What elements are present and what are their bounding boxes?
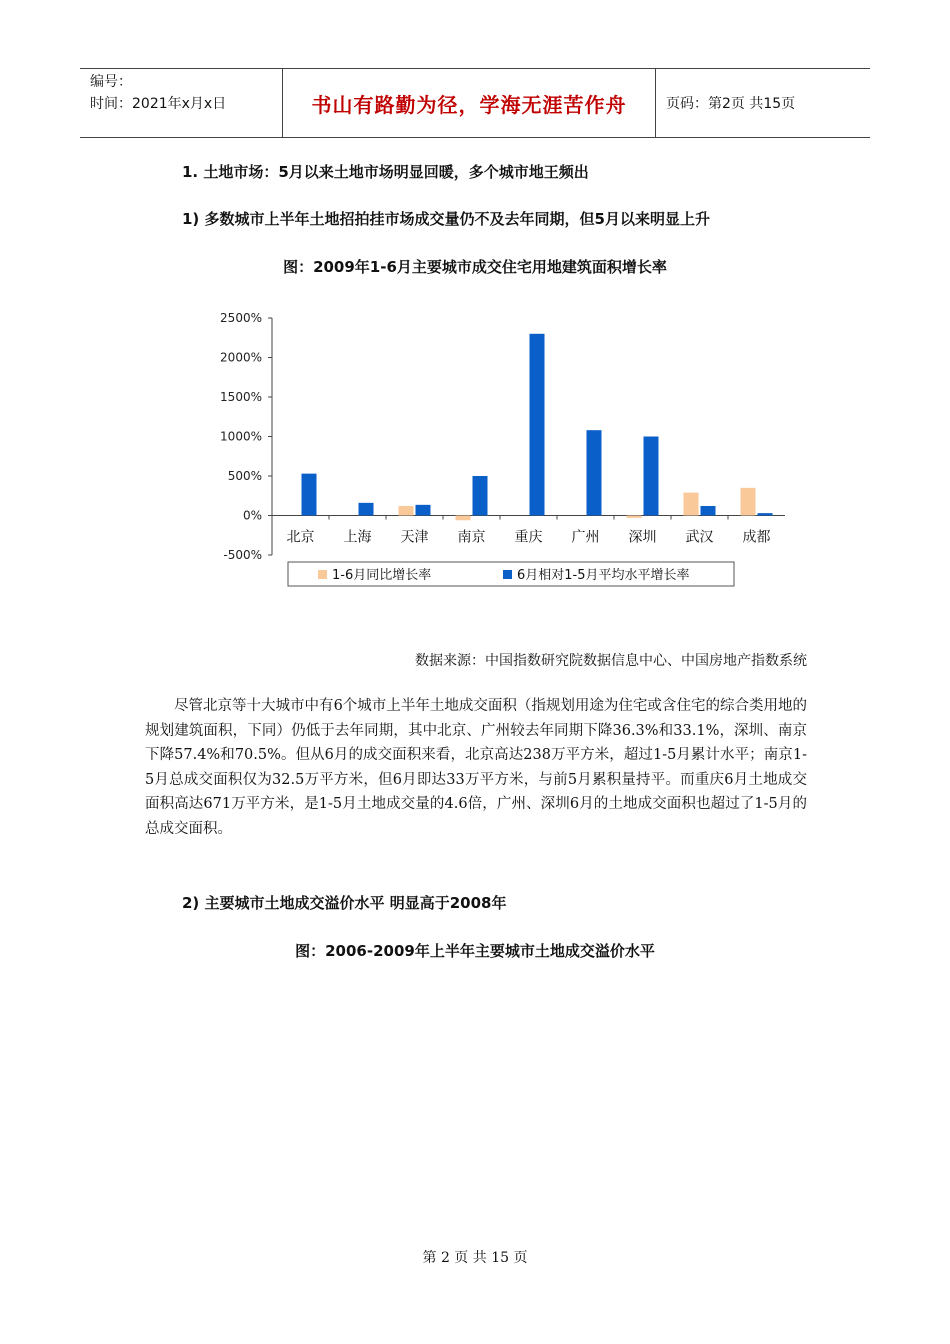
section-title: 1. 土地市场：5月以来土地市场明显回暖，多个城市地王频出 [182, 163, 589, 181]
x-tick-label: 武汉 [685, 529, 714, 546]
bar-june-vs-avg [701, 506, 716, 515]
header-table [80, 68, 870, 138]
bar-june-vs-avg [530, 334, 545, 516]
x-tick-label: 南京 [457, 529, 486, 546]
y-tick-label: 500% [227, 469, 262, 483]
y-tick-label: 1500% [220, 390, 262, 404]
legend-swatch [318, 570, 327, 579]
x-tick-label: 北京 [286, 529, 315, 546]
figure-caption-2: 图：2006-2009年上半年主要城市土地成交溢价水平 [295, 942, 655, 960]
bar-june-vs-avg [302, 474, 317, 516]
bar-june-vs-avg [473, 476, 488, 516]
figure-caption-1: 图：2009年1-6月主要城市成交住宅用地建筑面积增长率 [283, 258, 667, 276]
page-footer: 第 2 页 共 15 页 [422, 1250, 528, 1266]
legend-label: 1-6月同比增长率 [332, 568, 432, 583]
header-meta [80, 69, 282, 137]
y-tick-label: 2500% [220, 311, 262, 325]
body-paragraph: 尽管北京等十大城市中有6个城市上半年土地成交面积（指规划用途为住宅或含住宅的综合类用地的规划建筑面积，下同）仍低于去年同期，其中北京、广州较去年同期下降36.3%和33.1%，深圳、南京下降57.4%和70.5%。但从6月的成交面积来看，北京高达238万平方米，超过1-5月累计水平；南京1-5月总成交面积仅为32.5万平方米，但6月即达33万平方米，与前5月累积量持平。而重庆6月土地成交面积高达671万平方米，是1-5月土地成交量的4.6倍，广州、深圳6月的土地成交面积也超过了1-5月的总成交面积。 [145, 698, 807, 837]
bar-june-vs-avg [644, 437, 659, 516]
x-tick-label: 天津 [400, 529, 429, 546]
y-tick-label: 0% [242, 508, 262, 523]
subsection-title-2: 2) 主要城市土地成交溢价水平 明显高于2008年 [182, 894, 507, 912]
document-date-label: 时间：2021年x月x日 [90, 96, 227, 112]
x-tick-label: 深圳 [628, 529, 657, 546]
x-tick-label: 成都 [742, 529, 771, 546]
legend-label: 6月相对1-5月平均水平增长率 [517, 568, 690, 583]
y-tick-label: 1000% [220, 429, 262, 444]
bar-june-vs-avg [758, 513, 773, 515]
document-number-label: 编号： [90, 74, 132, 90]
subsection-title-1: 1) 多数城市上半年土地招拍挂市场成交量仍不及去年同期，但5月以来明显上升 [182, 210, 710, 228]
y-tick-label: 2000% [220, 350, 262, 365]
x-tick-label: 上海 [343, 529, 372, 546]
legend-swatch [503, 570, 512, 579]
data-source-note: 数据来源：中国指数研究院数据信息中心、中国房地产指数系统 [415, 653, 807, 669]
bar-yoy [627, 516, 642, 518]
header-page-info: 页码：第2页 共15页 [666, 96, 796, 112]
growth-rate-bar-chart [0, 300, 950, 600]
bar-yoy [456, 516, 471, 521]
bar-yoy [399, 506, 414, 515]
header-motto: 书山有路勤为径，学海无涯苦作舟 [282, 69, 656, 137]
bar-june-vs-avg [587, 430, 602, 515]
y-tick-label: -500% [223, 548, 262, 562]
bar-june-vs-avg [359, 503, 374, 516]
bar-june-vs-avg [416, 505, 431, 516]
x-tick-label: 广州 [571, 529, 600, 546]
x-tick-label: 重庆 [514, 529, 543, 546]
bar-yoy [741, 488, 756, 516]
bar-yoy [684, 493, 699, 516]
